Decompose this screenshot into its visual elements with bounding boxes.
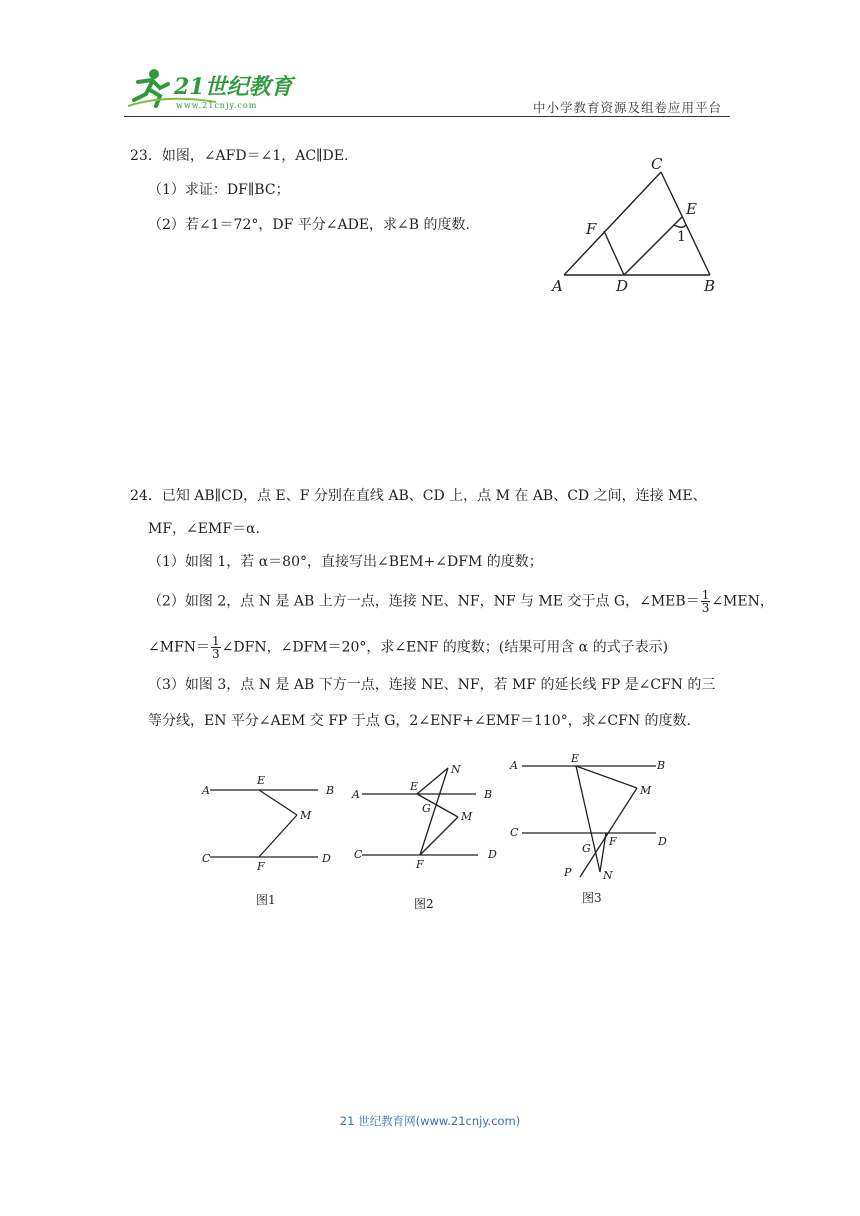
fig2-label-c: C	[354, 848, 363, 861]
fig3-label-d: D	[658, 835, 667, 848]
q24-figure3	[506, 752, 686, 912]
fig3-label-g: G	[582, 842, 591, 855]
q23-figure	[546, 150, 732, 300]
q23-label-b: B	[704, 277, 716, 295]
fig1-label-c: C	[202, 852, 211, 865]
q24-figure1	[196, 770, 346, 910]
q24-part2-text-a: （2）如图 2，点 N 是 AB 上方一点，连接 NE、NF，NF 与 ME 交于点 G，∠MEB＝	[148, 593, 700, 610]
q23-part2: （2）若∠1＝72°，DF 平分∠ADE，求∠B 的度数.	[148, 217, 470, 233]
logo-text: 21世纪教育	[174, 74, 293, 100]
q23-label-angle1: 1	[677, 229, 686, 245]
fig2-label-g: G	[422, 802, 431, 815]
fig2-label-e: E	[410, 780, 419, 793]
q24-part2-text-d: ∠DFN，∠DFM＝20°，求∠ENF 的度数；(结果可用含 α 的式子表示)	[221, 639, 669, 656]
q24-figure2	[348, 760, 508, 916]
fig3-label-p: P	[564, 866, 572, 879]
fig1-label-f: F	[257, 860, 265, 873]
q24-part1: （1）如图 1，若 α＝80°，直接写出∠BEM+∠DFM 的度数；	[148, 554, 543, 570]
q23-label-d: D	[616, 277, 629, 295]
fig1-caption: 图1	[256, 893, 276, 907]
fig2-label-m: M	[461, 810, 473, 823]
q23-label-a: A	[552, 277, 563, 295]
fig1-label-a: A	[202, 784, 210, 797]
site-logo	[126, 64, 296, 112]
fig2-caption: 图2	[414, 897, 434, 911]
fraction-numerator-2: 1	[212, 634, 220, 648]
q23-label-f: F	[586, 220, 597, 238]
fig2-label-f: F	[416, 858, 424, 871]
fig1-label-b: B	[326, 784, 335, 797]
q24-part2-text-c: ∠MFN＝	[148, 639, 211, 656]
logo-url: www.21cnjy.com	[176, 101, 258, 110]
fraction-one-third	[701, 589, 711, 614]
q24-stem-line2: MF，∠EMF＝α.	[148, 521, 260, 537]
fraction-denominator: 3	[701, 601, 710, 615]
fig3-label-a: A	[510, 759, 518, 772]
q24-part2-line1	[148, 589, 774, 614]
fig1-label-m: M	[300, 809, 312, 822]
q23-part1: （1）求证：DF∥BC；	[148, 182, 290, 198]
q24-part2-text-b: ∠MEN，	[711, 593, 774, 610]
fig2-label-a: A	[352, 788, 360, 801]
q24-part3-line2: 等分线，EN 平分∠AEM 交 FP 于点 G，2∠ENF+∠EMF＝110°，求∠CFN 的度数.	[148, 713, 692, 729]
q23-label-c: C	[651, 155, 663, 173]
q23-label-e: E	[686, 200, 697, 218]
fig3-caption: 图3	[582, 891, 602, 905]
fig3-label-e: E	[571, 752, 580, 765]
fig3-label-f: F	[609, 835, 617, 848]
fig3-label-n: N	[603, 869, 613, 882]
fraction-denominator-2: 3	[212, 647, 220, 661]
fig3-label-m: M	[640, 784, 652, 797]
fig3-label-b: B	[657, 759, 666, 772]
fig2-label-b: B	[484, 788, 493, 801]
fig3-label-c: C	[510, 826, 519, 839]
fig1-label-e: E	[257, 774, 266, 787]
fig1-label-d: D	[322, 852, 331, 865]
fraction-one-third-2	[211, 635, 221, 660]
fraction-numerator: 1	[701, 588, 710, 602]
fig2-label-d: D	[488, 848, 497, 861]
header-divider	[124, 116, 730, 117]
fig2-label-n: N	[451, 763, 461, 776]
q24-part3-line1: （3）如图 3，点 N 是 AB 下方一点，连接 NE、NF，若 MF 的延长线 FP 是∠CFN 的三	[148, 677, 716, 693]
page-footer: 21 世纪教育网(www.21cnjy.com)	[339, 1114, 521, 1128]
q24-stem-line1: 24．已知 AB∥CD，点 E、F 分别在直线 AB、CD 上，点 M 在 AB、CD 之间，连接 ME、	[130, 488, 707, 504]
q24-part2-line2	[148, 635, 668, 660]
platform-name: 中小学教育资源及组卷应用平台	[532, 100, 722, 115]
q23-stem: 23．如图，∠AFD＝∠1，AC∥DE.	[130, 148, 349, 164]
